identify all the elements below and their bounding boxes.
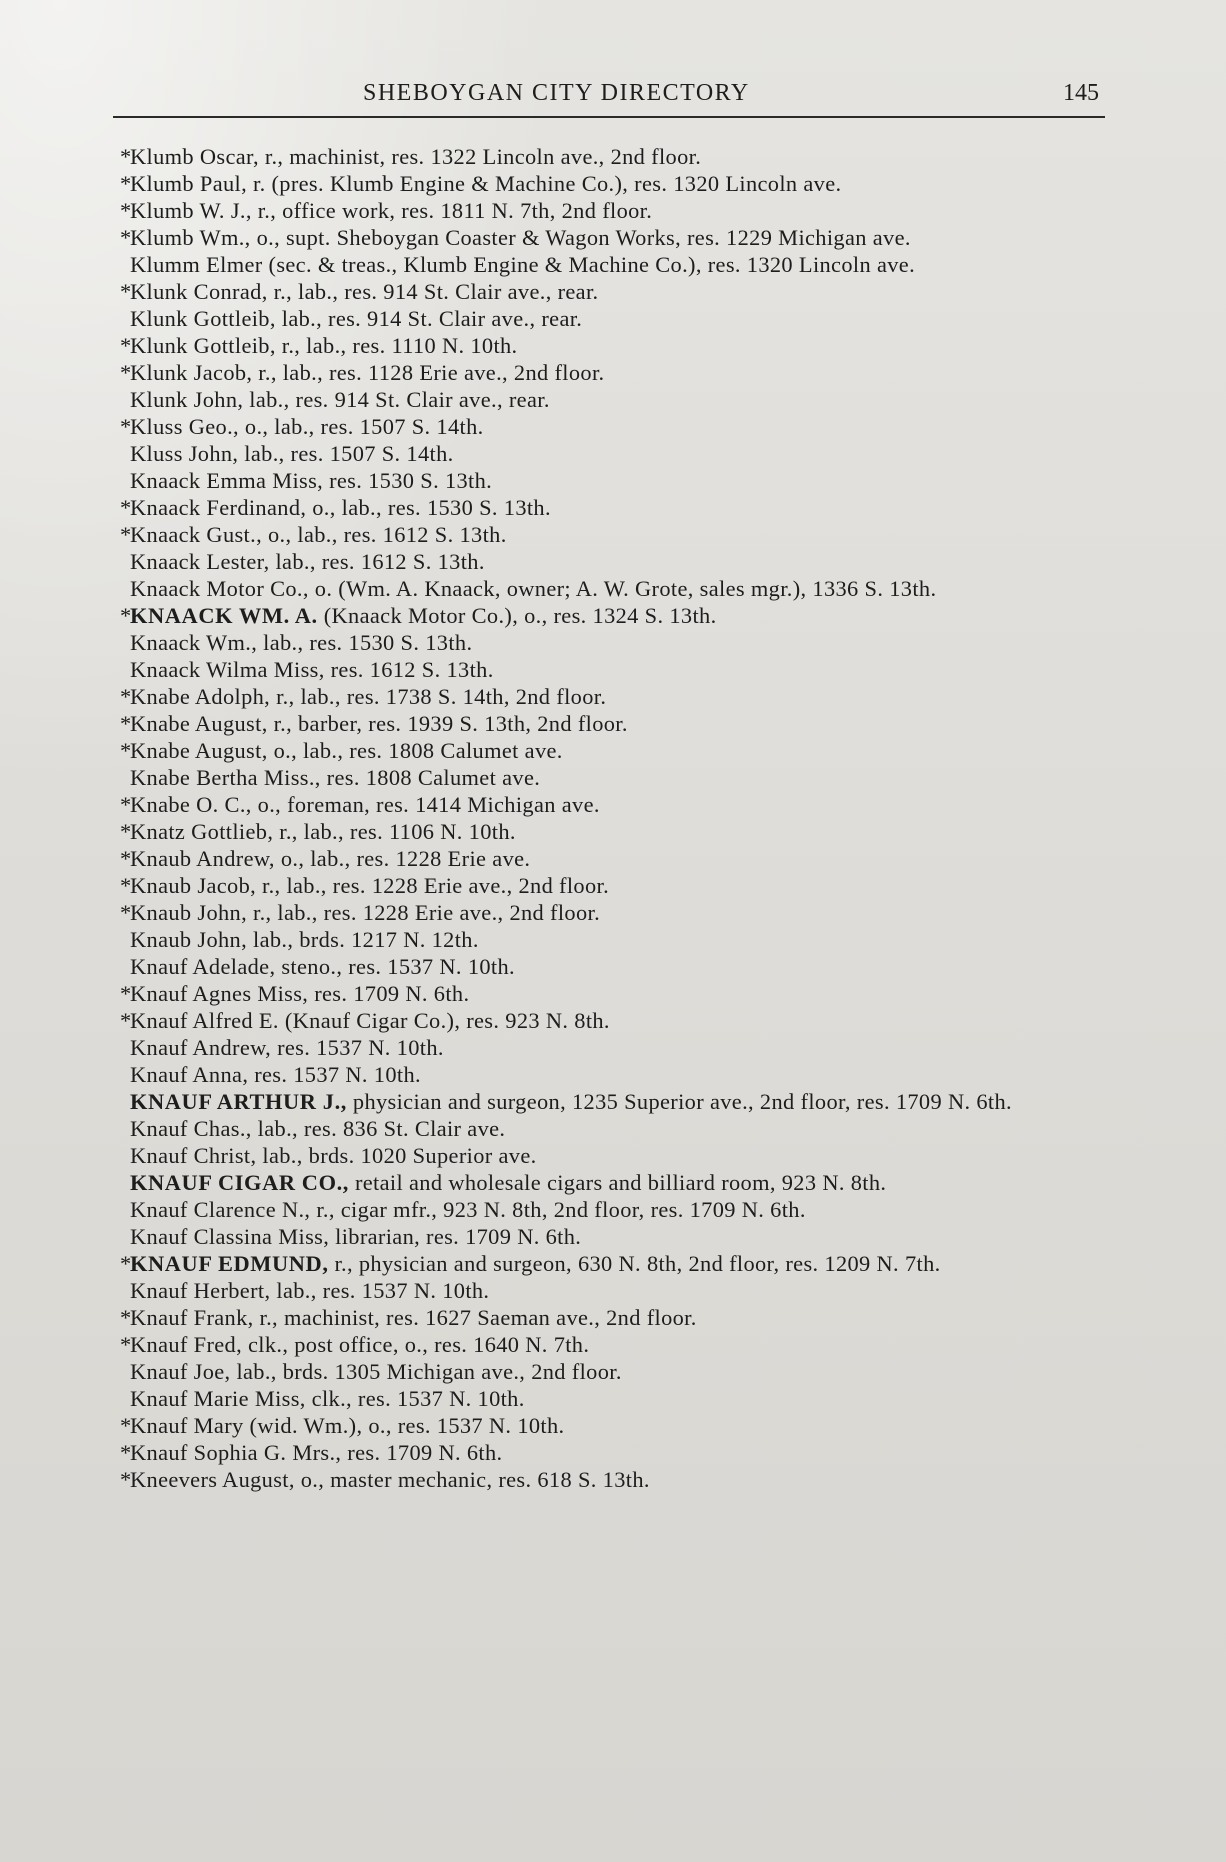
resident-marker: * — [120, 846, 132, 871]
entry-name: Knaack Motor Co., — [130, 576, 309, 601]
resident-marker: * — [120, 225, 132, 250]
entry-name: KNAUF EDMUND, — [130, 1251, 329, 1276]
entry-name: Knabe August, — [130, 711, 268, 736]
entry-details: Miss, res. 1709 N. 6th. — [251, 981, 470, 1006]
directory-entry — [120, 548, 1110, 575]
entry-details: Mrs., res. 1709 N. 6th. — [286, 1440, 503, 1465]
directory-entry — [120, 899, 1110, 926]
entry-name: Knatz Gottlieb, — [130, 819, 274, 844]
entry-details: r., lab., res. 914 St. Clair ave., rear. — [267, 279, 599, 304]
entry-name: KNAACK WM. A. — [130, 603, 318, 628]
directory-entry — [120, 926, 1110, 953]
entry-details: Miss, librarian, res. 1709 N. 6th. — [272, 1224, 582, 1249]
directory-entry — [120, 1250, 1110, 1277]
resident-marker: * — [120, 711, 132, 736]
entry-details: lab., res. 836 St. Clair ave. — [251, 1116, 506, 1141]
directory-entry — [120, 224, 1110, 251]
entry-name: Knauf Marie — [130, 1386, 249, 1411]
entry-name: Knabe Adolph, — [130, 684, 271, 709]
entry-name: Kneevers August, — [130, 1467, 295, 1492]
resident-marker: * — [120, 1332, 132, 1357]
entry-name: Knauf Alfred E. — [130, 1008, 279, 1033]
entry-details: lab., res. 914 St. Clair ave., rear. — [243, 387, 550, 412]
entry-name: Knaack Lester, — [130, 549, 270, 574]
entry-name: Klumb Paul, — [130, 171, 248, 196]
resident-marker: * — [120, 1440, 132, 1465]
entry-details: (Knaack Motor Co.), o., res. 1324 S. 13th. — [317, 603, 717, 628]
entry-details: Miss, clk., res. 1537 N. 10th. — [248, 1386, 525, 1411]
directory-entry — [120, 1115, 1110, 1142]
directory-entry — [120, 1007, 1110, 1034]
directory-entry — [120, 143, 1110, 170]
resident-marker: * — [120, 981, 132, 1006]
entry-name: Knauf Agnes — [130, 981, 252, 1006]
entry-details: r., lab., res. 1228 Erie ave., 2nd floor. — [256, 873, 610, 898]
entry-name: Knabe Bertha — [130, 765, 258, 790]
entry-name: Knaack Gust., — [130, 522, 263, 547]
directory-entry — [120, 1196, 1110, 1223]
entry-name: Knauf Chas., — [130, 1116, 252, 1141]
entry-details: (Knauf Cigar Co.), res. 923 N. 8th. — [278, 1008, 610, 1033]
entry-name: Kluss John, — [130, 441, 239, 466]
entry-name: Klumb Oscar, — [130, 144, 259, 169]
resident-marker: * — [120, 333, 132, 358]
entry-details: r., physician and surgeon, 630 N. 8th, 2nd floor, res. 1209 N. 7th. — [328, 1251, 941, 1276]
page-title: SHEBOYGAN CITY DIRECTORY — [363, 80, 750, 106]
entry-name: Knaack Wilma — [130, 657, 268, 682]
entry-details: r., lab., res. 1110 N. 10th. — [275, 333, 518, 358]
entry-details: lab., res. 914 St. Clair ave., rear. — [275, 306, 583, 331]
entry-name: Knabe O. C., — [130, 792, 252, 817]
entry-details: clk., post office, o., res. 1640 N. 7th. — [242, 1332, 590, 1357]
directory-entry — [120, 1358, 1110, 1385]
resident-marker: * — [120, 414, 132, 439]
entry-details: o., supt. Sheboygan Coaster & Wagon Works, res. 1229 Michigan ave. — [250, 225, 911, 250]
directory-entry — [120, 278, 1110, 305]
entry-details: lab., brds. 1020 Superior ave. — [256, 1143, 537, 1168]
resident-marker: * — [120, 144, 132, 169]
entry-details: lab., brds. 1217 N. 12th. — [247, 927, 479, 952]
entry-details: o., master mechanic, res. 618 S. 13th. — [294, 1467, 650, 1492]
entry-name: Klumm Elmer — [130, 252, 263, 277]
entry-name: Knauf Herbert, — [130, 1278, 271, 1303]
entry-name: Kluss Geo., — [130, 414, 239, 439]
directory-entry — [120, 656, 1110, 683]
resident-marker: * — [120, 495, 132, 520]
resident-marker: * — [120, 900, 132, 925]
resident-marker: * — [120, 522, 132, 547]
resident-marker: * — [120, 1467, 132, 1492]
directory-entry — [120, 710, 1110, 737]
entry-name: Knaack Ferdinand, — [130, 495, 307, 520]
entry-name: Knauf Anna, — [130, 1062, 249, 1087]
page-header — [113, 80, 1105, 118]
entry-name: Knauf Mary — [130, 1413, 244, 1438]
entry-name: Knauf Sophia G. — [130, 1440, 287, 1465]
entry-name: Knaub John, — [130, 927, 248, 952]
entry-name: Klunk Gottleib, — [130, 306, 276, 331]
directory-entry — [120, 413, 1110, 440]
entry-details: physician and surgeon, 1235 Superior ave., 2nd floor, res. 1709 N. 6th. — [346, 1089, 1012, 1114]
directory-entry — [120, 1439, 1110, 1466]
entry-details: r., office work, res. 1811 N. 7th, 2nd floor. — [251, 198, 653, 223]
entry-details: res. 1537 N. 10th. — [248, 1062, 421, 1087]
entry-name: KNAUF CIGAR CO., — [130, 1170, 349, 1195]
directory-entry — [120, 332, 1110, 359]
entry-name: KNAUF ARTHUR J., — [130, 1089, 347, 1114]
entry-name: Knauf Classina — [130, 1224, 273, 1249]
entry-details: Miss, res. 1530 S. 13th. — [266, 468, 493, 493]
entry-details: r., machinist, res. 1322 Lincoln ave., 2nd floor. — [258, 144, 702, 169]
entry-details: r., lab., res. 1128 Erie ave., 2nd floor. — [252, 360, 605, 385]
entry-name: Knauf Frank, — [130, 1305, 254, 1330]
entry-name: Klunk Gottleib, — [130, 333, 276, 358]
directory-entry — [120, 1034, 1110, 1061]
entry-name: Knaack Wm., — [130, 630, 258, 655]
entry-details: o., lab., res. 1612 S. 13th. — [262, 522, 507, 547]
directory-entry — [120, 1088, 1110, 1115]
entry-details: r., lab., res. 1106 N. 10th. — [273, 819, 516, 844]
entry-details: o. (Wm. A. Knaack, owner; A. W. Grote, sales mgr.), 1336 S. 13th. — [308, 576, 937, 601]
directory-entry — [120, 170, 1110, 197]
entry-details: r., cigar mfr., 923 N. 8th, 2nd floor, res. 1709 N. 6th. — [310, 1197, 806, 1222]
directory-entry — [120, 440, 1110, 467]
directory-entry — [120, 1385, 1110, 1412]
entry-details: r., machinist, res. 1627 Saeman ave., 2nd floor. — [253, 1305, 697, 1330]
entry-details: (sec. & treas., Klumb Engine & Machine Co.), res. 1320 Lincoln ave. — [262, 252, 916, 277]
entry-name: Knauf Andrew, — [130, 1035, 272, 1060]
directory-entry — [120, 1412, 1110, 1439]
entry-details: lab., res. 1612 S. 13th. — [269, 549, 485, 574]
resident-marker: * — [120, 873, 132, 898]
entry-name: Knaub Andrew, — [130, 846, 275, 871]
entry-details: r., barber, res. 1939 S. 13th, 2nd floor. — [267, 711, 628, 736]
directory-entry — [120, 197, 1110, 224]
resident-marker: * — [120, 684, 132, 709]
entry-details: r. (pres. Klumb Engine & Machine Co.), res. 1320 Lincoln ave. — [247, 171, 842, 196]
entry-details: steno., res. 1537 N. 10th. — [275, 954, 515, 979]
directory-entry — [120, 1061, 1110, 1088]
directory-entry — [120, 818, 1110, 845]
entry-name: Knauf Fred, — [130, 1332, 243, 1357]
entry-name: Knaub Jacob, — [130, 873, 257, 898]
directory-entry — [120, 953, 1110, 980]
directory-entry — [120, 980, 1110, 1007]
directory-entry — [120, 629, 1110, 656]
directory-entry — [120, 1142, 1110, 1169]
directory-entry — [120, 494, 1110, 521]
directory-entry — [120, 575, 1110, 602]
entry-name: Klunk Jacob, — [130, 360, 253, 385]
entry-details: lab., res. 1537 N. 10th. — [270, 1278, 490, 1303]
entry-name: Knaub John, — [130, 900, 248, 925]
entry-details: lab., res. 1530 S. 13th. — [257, 630, 473, 655]
resident-marker: * — [120, 1251, 132, 1276]
directory-entry — [120, 602, 1110, 629]
resident-marker: * — [120, 1413, 132, 1438]
resident-marker: * — [120, 738, 132, 763]
directory-entry — [120, 305, 1110, 332]
directory-entry — [120, 467, 1110, 494]
entry-details: retail and wholesale cigars and billiard room, 923 N. 8th. — [349, 1170, 887, 1195]
entry-details: o., lab., res. 1228 Erie ave. — [274, 846, 531, 871]
entry-details: o., lab., res. 1507 S. 14th. — [238, 414, 484, 439]
entry-name: Klunk Conrad, — [130, 279, 268, 304]
entry-details: lab., brds. 1305 Michigan ave., 2nd floor. — [230, 1359, 622, 1384]
directory-entry — [120, 1331, 1110, 1358]
entry-name: Knauf Adelade, — [130, 954, 276, 979]
entry-name: Knauf Clarence N., — [130, 1197, 311, 1222]
entry-details: r., lab., res. 1738 S. 14th, 2nd floor. — [270, 684, 607, 709]
directory-entry — [120, 872, 1110, 899]
directory-entry — [120, 386, 1110, 413]
directory-entry — [120, 683, 1110, 710]
entry-name: Klumb Wm., — [130, 225, 251, 250]
directory-entry — [120, 1466, 1110, 1493]
directory-entries — [120, 143, 1110, 1493]
entry-name: Knauf Christ, — [130, 1143, 257, 1168]
entry-details: Miss, res. 1612 S. 13th. — [267, 657, 494, 682]
entry-name: Knabe August, — [130, 738, 268, 763]
directory-entry — [120, 791, 1110, 818]
resident-marker: * — [120, 603, 132, 628]
directory-entry — [120, 251, 1110, 278]
directory-entry — [120, 521, 1110, 548]
resident-marker: * — [120, 198, 132, 223]
entry-details: o., lab., res. 1530 S. 13th. — [306, 495, 551, 520]
directory-entry — [120, 1277, 1110, 1304]
entry-details: res. 1537 N. 10th. — [271, 1035, 444, 1060]
entry-name: Klunk John, — [130, 387, 244, 412]
entry-details: lab., res. 1507 S. 14th. — [238, 441, 454, 466]
directory-entry — [120, 764, 1110, 791]
page-number: 145 — [1063, 80, 1099, 106]
entry-name: Knaack Emma — [130, 468, 267, 493]
directory-entry — [120, 1169, 1110, 1196]
resident-marker: * — [120, 819, 132, 844]
directory-entry — [120, 1223, 1110, 1250]
resident-marker: * — [120, 360, 132, 385]
entry-details: o., lab., res. 1808 Calumet ave. — [267, 738, 563, 763]
resident-marker: * — [120, 279, 132, 304]
directory-entry — [120, 737, 1110, 764]
resident-marker: * — [120, 792, 132, 817]
resident-marker: * — [120, 1008, 132, 1033]
entry-details: o., foreman, res. 1414 Michigan ave. — [251, 792, 600, 817]
directory-entry — [120, 845, 1110, 872]
directory-entry — [120, 1304, 1110, 1331]
resident-marker: * — [120, 171, 132, 196]
entry-details: r., lab., res. 1228 Erie ave., 2nd floor. — [247, 900, 601, 925]
entry-details: Miss., res. 1808 Calumet ave. — [257, 765, 541, 790]
entry-details: (wid. Wm.), o., res. 1537 N. 10th. — [243, 1413, 565, 1438]
entry-name: Klumb W. J., — [130, 198, 252, 223]
directory-entry — [120, 359, 1110, 386]
entry-name: Knauf Joe, — [130, 1359, 231, 1384]
resident-marker: * — [120, 1305, 132, 1330]
